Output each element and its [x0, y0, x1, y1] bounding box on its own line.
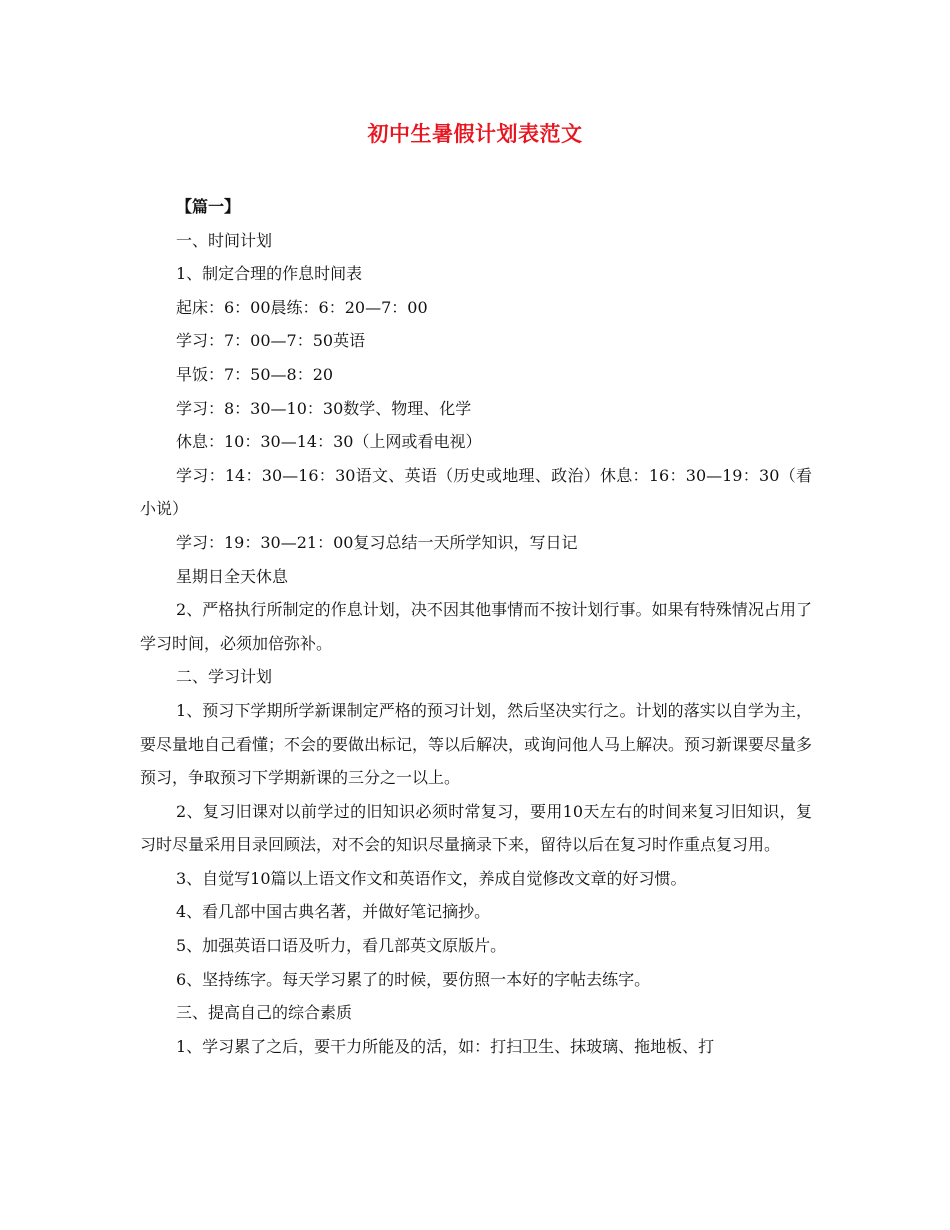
section-label: 【篇一】 [176, 197, 241, 216]
schedule-line: 学习：19：30—21：00复习总结一天所学知识，写日记 [176, 532, 578, 552]
section-heading: 二、学习计划 [176, 667, 273, 687]
schedule-line: 学习：8：30—10：30数学、物理、化学 [176, 398, 472, 418]
document-title: 初中生暑假计划表范文 [367, 122, 583, 146]
paragraph: 3、自觉写10篇以上语文作文和英语作文，养成自觉修改文章的好习惯。 [176, 868, 687, 888]
schedule-line: 休息：10：30—14：30（上网或看电视） [176, 432, 482, 452]
document-body [140, 190, 812, 1063]
section-heading: 一、时间计划 [176, 230, 273, 250]
paragraph: 2、复习旧课对以前学过的旧知识必须时常复习，要用10天左右的时间来复习旧知识，复习时尽量采用目录回顾法，对不会的知识尽量摘录下来，留待以后在复习时作重点复习用。 [140, 801, 812, 855]
schedule-line: 学习：14：30—16：30语文、英语（历史或地理、政治）休息：16：30—19：30（看小说） [140, 465, 812, 519]
paragraph: 6、坚持练字。每天学习累了的时候，要仿照一本好的字帖去练字。 [176, 969, 651, 989]
section-heading: 三、提高自己的综合素质 [176, 1003, 353, 1023]
paragraph: 1、预习下学期所学新课制定严格的预习计划，然后坚决实行之。计划的落实以自学为主，要尽量地自己看懂；不会的要做出标记，等以后解决，或询问他人马上解决。预习新课要尽量多预习，争取预习下学期新课的三分之一以上。 [140, 700, 813, 788]
paragraph: 1、学习累了之后，要干力所能及的活，如：打扫卫生、抹玻璃、拖地板、打 [176, 1036, 715, 1056]
paragraph: 2、严格执行所制定的作息计划，决不因其他事情而不按计划行事。如果有特殊情况占用了学习时间，必须加倍弥补。 [140, 600, 812, 653]
schedule-line: 学习：7：00—7：50英语 [176, 331, 366, 351]
paragraph: 1、制定合理的作息时间表 [176, 264, 363, 284]
schedule-line: 起床：6：00晨练：6：20—7：00 [176, 297, 428, 317]
paragraph: 4、看几部中国古典名著，并做好笔记摘抄。 [176, 902, 491, 922]
schedule-line: 早饭：7：50—8：20 [176, 364, 334, 384]
schedule-line: 星期日全天休息 [176, 566, 289, 586]
paragraph: 5、加强英语口语及听力，看几部英文原版片。 [176, 936, 507, 956]
